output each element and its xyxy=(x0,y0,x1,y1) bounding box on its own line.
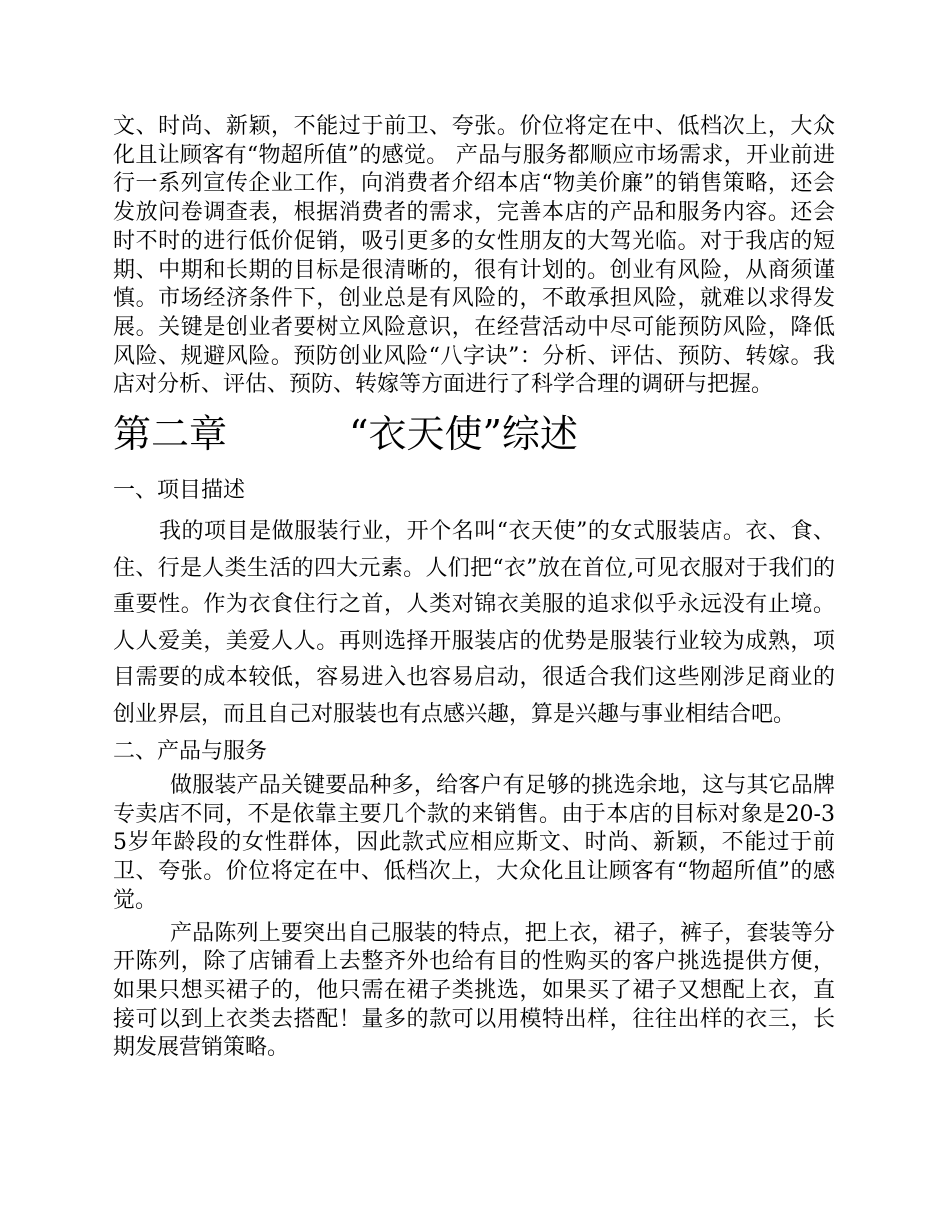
project-description-paragraph: 我的项目是做服装行业，开个名叫“衣天使”的女式服装店。衣、食、住、行是人类生活的四大元素。人们把“衣”放在首位,可见衣服对于我们的重要性。作为衣食住行之首，人类对锦衣美服的追求似乎永远没有止境。人人爱美，美爱人人。再则选择开服装店的优势是服装行业较为成熟，项目需要的成本较低，容易进入也容易启动，很适合我们这些刚涉足商业的创业界层，而且自己对服装也有点感兴趣，算是兴趣与事业相结合吧。 xyxy=(113,519,835,727)
section-heading-project-description: 一、项目描述 xyxy=(113,478,246,504)
products-services-paragraph-1: 做服装产品关键要品种多，给客户有足够的挑选余地，这与其它品牌专卖店不同，不是依靠主要几个款的来销售。由于本店的目标对象是20-35岁年龄段的女性群体，因此款式应相应斯文、时尚、新颖，不能过于前卫、夸张。价位将定在中、低档次上，大众化且让顾客有“物超所值”的感觉。 xyxy=(113,773,835,913)
chapter-number: 第二章 xyxy=(113,412,228,457)
products-services-paragraph-2: 产品陈列上要突出自己服装的特点，把上衣，裙子，裤子，套装等分开陈列，除了店铺看上去整齐外也给有目的性购买的客户挑选提供方便，如果只想买裙子的，他只需在裙子类挑选，如果买了裙子又想配上衣，直接可以到上衣类去搭配！量多的款可以用模特出样，往往出样的衣三，长期发展营销策略。 xyxy=(113,920,835,1061)
chapter-title: “衣天使”综述 xyxy=(349,412,578,457)
intro-paragraph: 文、时尚、新颖，不能过于前卫、夸张。价位将定在中、低档次上，大众化且让顾客有“物超所值”的感觉。 产品与服务都顺应市场需求，开业前进行一系列宣传企业工作，向消费者介绍本店“物美价廉”的销售策略，还会发放问卷调查表，根据消费者的需求，完善本店的产品和服务内容。还会时不时的进行低价促销，吸引更多的女性朋友的大驾光临。对于我店的短期、中期和长期的目标是很清晰的，很有计划的。创业有风险，从商须谨慎。市场经济条件下，创业总是有风险的，不敢承担风险，就难以求得发展。关键是创业者要树立风险意识，在经营活动中尽可能预防风险，降低风险、规避风险。预防创业风险“八字诀”：分析、评估、预防、转嫁。我店对分析、评估、预防、转嫁等方面进行了科学合理的调研与把握。 xyxy=(113,114,835,398)
document-page xyxy=(113,113,835,1063)
chapter-heading xyxy=(113,412,835,456)
section-heading-products-services: 二、产品与服务 xyxy=(113,739,268,765)
